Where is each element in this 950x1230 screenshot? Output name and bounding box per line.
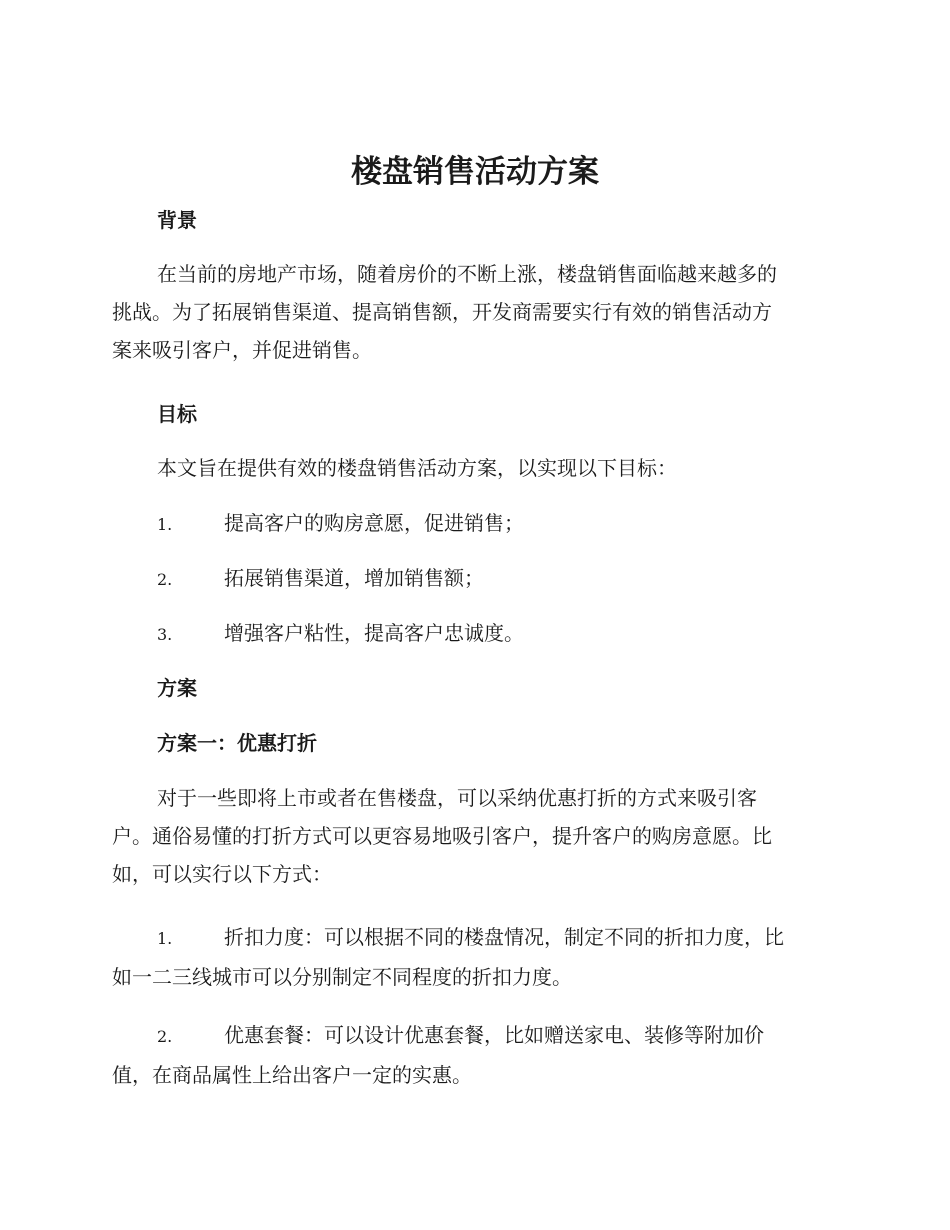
list-number: 2. <box>157 1027 173 1046</box>
list-text: 折扣力度：可以根据不同的楼盘情况，制定不同的折扣力度，比 <box>224 925 784 949</box>
plan1-paragraph <box>112 779 842 893</box>
list-text: 增强客户粘性，提高客户忠诚度。 <box>224 621 524 645</box>
goal-list-item <box>157 509 524 539</box>
plan1-list-item <box>112 1016 842 1094</box>
paragraph-line: 本文旨在提供有效的楼盘销售活动方案，以实现以下目标： <box>157 456 677 480</box>
background-paragraph <box>112 255 842 369</box>
goal-intro <box>112 449 842 487</box>
subsection-heading-plan1: 方案一：优惠打折 <box>157 731 317 755</box>
list-number: 1. <box>157 515 173 534</box>
document-title: 楼盘销售活动方案 <box>351 154 599 190</box>
paragraph-line: 对于一些即将上市或者在售楼盘，可以采纳优惠打折的方式来吸引客 <box>157 786 757 810</box>
section-heading-goal: 目标 <box>157 402 197 426</box>
section-heading-background: 背景 <box>157 208 197 232</box>
list-number: 3. <box>157 625 173 644</box>
goal-list-item <box>157 619 524 649</box>
list-text: 优惠套餐：可以设计优惠套餐，比如赠送家电、装修等附加价 <box>224 1023 764 1047</box>
list-number: 2. <box>157 570 173 589</box>
paragraph-line: 户。通俗易懂的打折方式可以更容易地吸引客户，提升客户的购房意愿。比 <box>112 824 772 848</box>
paragraph-line: 案来吸引客户，并促进销售。 <box>112 338 372 362</box>
list-text: 拓展销售渠道，增加销售额； <box>224 566 484 590</box>
list-text: 提高客户的购房意愿，促进销售； <box>224 511 524 535</box>
paragraph-line: 在当前的房地产市场，随着房价的不断上涨，楼盘销售面临越来越多的 <box>157 262 777 286</box>
section-heading-plan: 方案 <box>157 676 197 700</box>
list-text-continued: 值，在商品属性上给出客户一定的实惠。 <box>112 1063 472 1087</box>
list-text-continued: 如一二三线城市可以分别制定不同程度的折扣力度。 <box>112 965 572 989</box>
list-number: 1. <box>157 929 173 948</box>
goal-list-item <box>157 564 484 594</box>
paragraph-line: 挑战。为了拓展销售渠道、提高销售额，开发商需要实行有效的销售活动方 <box>112 300 772 324</box>
plan1-list-item <box>112 918 842 996</box>
paragraph-line: 如，可以实行以下方式： <box>112 862 332 886</box>
